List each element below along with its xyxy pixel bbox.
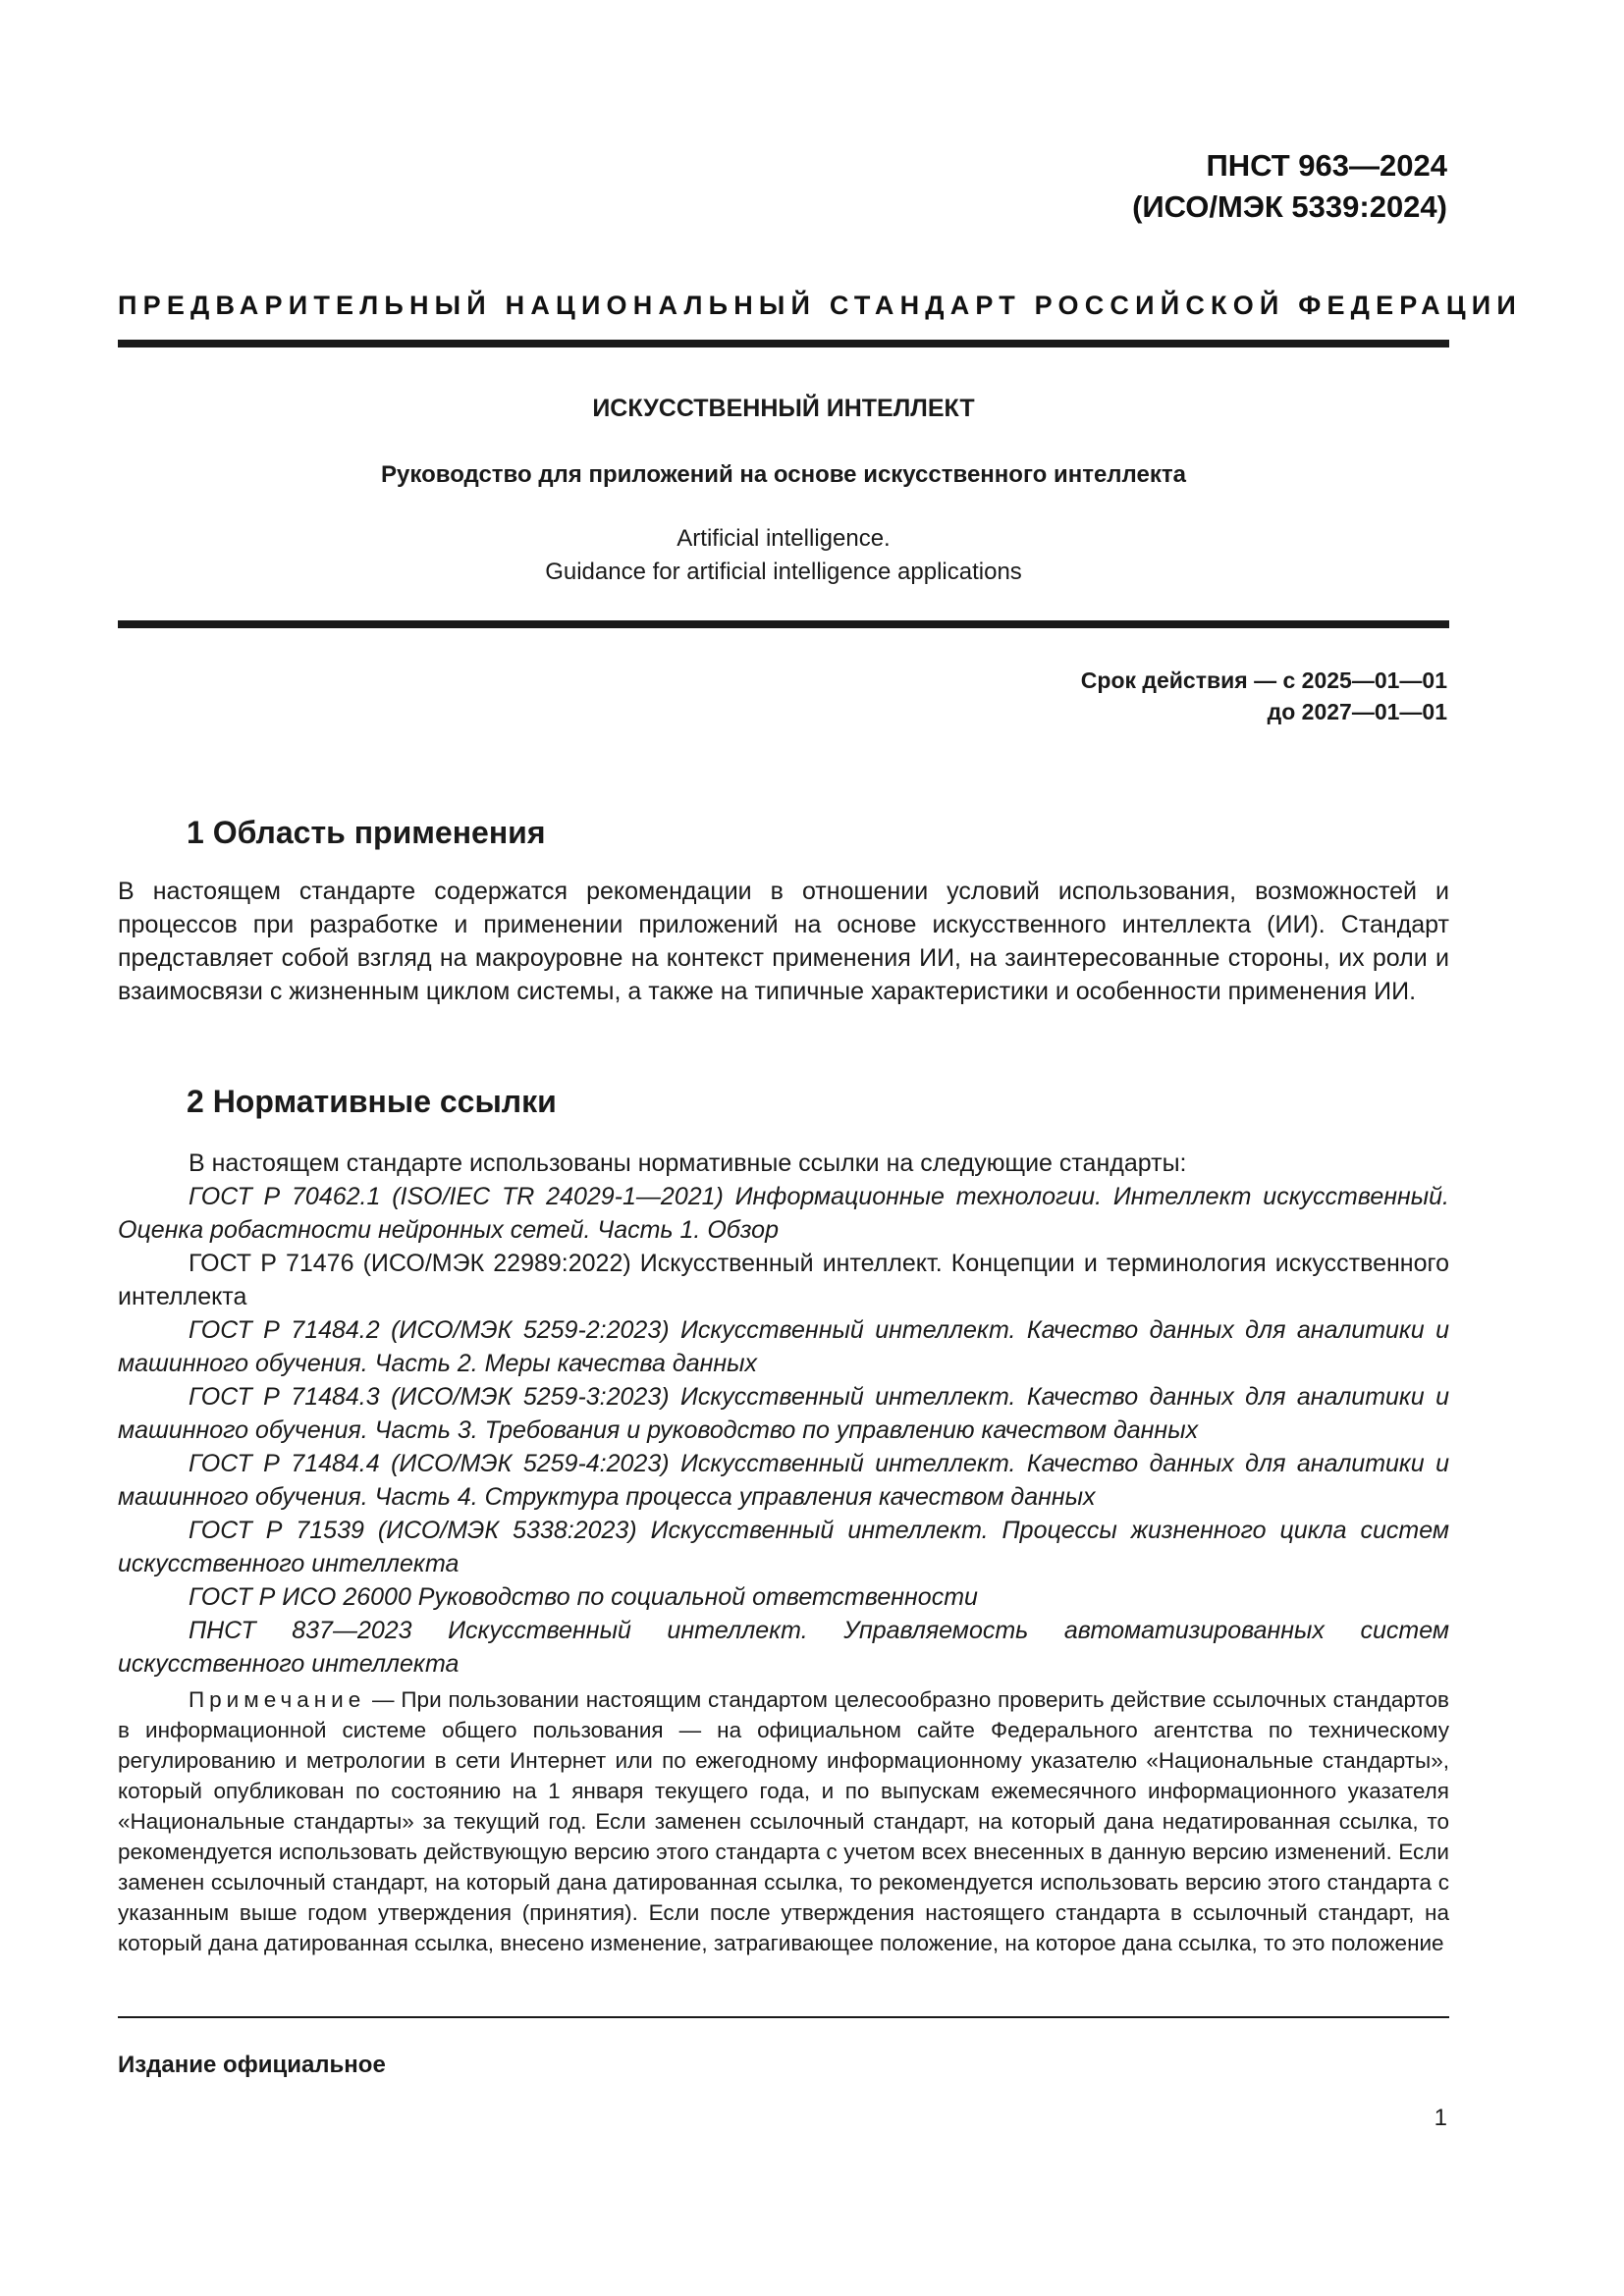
english-title-line-2: Guidance for artificial intelligence applications [545,559,1022,585]
official-edition-label: Издание официальное [118,2052,386,2078]
document-code-line-2: (ИСО/МЭК 5339:2024) [1132,189,1447,224]
document-code-line-1: ПНСТ 963—2024 [1206,148,1447,183]
validity-period [1081,665,1447,727]
section-2-heading: 2 Нормативные ссылки [187,1084,557,1119]
standard-title: ИСКУССТВЕННЫЙ ИНТЕЛЛЕКТ [592,395,975,422]
section-1-text: В настоящем стандарте содержатся рекомендации в отношении условий использования, возможностей и процессов при разработке и применении приложений на основе искусственного интеллекта (ИИ). Стандарт представляет собой взгляд на макроуровне на контекст применения ИИ, на заинтересованные стороны, их роли и взаимосвязи с жизненным циклом системы, а также на типичные характеристики и особенности применения ИИ. [118,878,1449,1005]
reference-item: ГОСТ Р 71476 (ИСО/МЭК 22989:2022) Искусственный интеллект. Концепции и терминология искусственного интеллекта [118,1250,1449,1310]
reference-item: ГОСТ Р ИСО 26000 Руководство по социальной ответственности [189,1583,978,1611]
document-code [1132,145,1447,228]
normative-references [118,1147,1449,1681]
validity-from: Срок действия — с 2025—01—01 [1080,667,1447,693]
standard-subtitle: Руководство для приложений на основе искусственного интеллекта [381,461,1186,488]
validity-to: до 2027—01—01 [1267,699,1447,724]
title-bottom-rule [118,620,1449,628]
footer-rule [118,2016,1449,2018]
reference-item: ПНСТ 837—2023 Искусственный интеллект. Управляемость автоматизированных систем искусственного интеллекта [118,1617,1449,1678]
references-note [118,1684,1449,1958]
note-label: Примечание [189,1687,366,1712]
reference-item: ГОСТ Р 71484.3 (ИСО/МЭК 5259-3:2023) Искусственный интеллект. Качество данных для аналитики и машинного обучения. Часть 3. Требования и руководство по управлению качеством данных [118,1383,1449,1444]
reference-item: ГОСТ Р 70462.1 (ISO/IEC TR 24029-1—2021) Информационные технологии. Интеллект искусственный. Оценка робастности нейронных сетей. Часть 1. Обзор [118,1183,1449,1244]
reference-item: ГОСТ Р 71484.4 (ИСО/МЭК 5259-4:2023) Искусственный интеллект. Качество данных для аналитики и машинного обучения. Часть 4. Структура процесса управления качеством данных [118,1450,1449,1511]
note-text: — При пользовании настоящим стандартом целесообразно проверить действие ссылочных стандартов в информационной системе общего пользования — на официальном сайте Федерального агентства по техническому регулированию и метрологии в сети Интернет или по ежегодному информационному указателю «Национальные стандарты», который опубликован по состоянию на 1 января текущего года, и по выпускам ежемесячного информационного указателя «Национальные стандарты» за текущий год. Если заменен ссылочный стандарт, на который дана недатированная ссылка, то рекомендуется использовать действующую версию этого стандарта с учетом всех внесенных в данную версию изменений. Если заменен ссылочный стандарт, на который дана датированная ссылка, то рекомендуется использовать версию этого стандарта с указанным выше годом утверждения (принятия). Если после утверждения настоящего стандарта в ссылочный стандарт, на который дана датированная ссылка, внесено изменение, затрагивающее положение, на которое дана ссылка, то это положение [118,1687,1449,1955]
references-intro: В настоящем стандарте использованы нормативные ссылки на следующие стандарты: [189,1149,1187,1177]
top-rule [118,340,1449,347]
english-title-line-1: Artificial intelligence. [677,525,891,552]
english-title [118,522,1449,589]
reference-item: ГОСТ Р 71484.2 (ИСО/МЭК 5259-2:2023) Искусственный интеллект. Качество данных для аналитики и машинного обучения. Часть 2. Меры качества данных [118,1316,1449,1377]
reference-item: ГОСТ Р 71539 (ИСО/МЭК 5338:2023) Искусственный интеллект. Процессы жизненного цикла систем искусственного интеллекта [118,1517,1449,1577]
section-1-heading: 1 Область применения [187,815,546,850]
standard-type-heading: ПРЕДВАРИТЕЛЬНЫЙ НАЦИОНАЛЬНЫЙ СТАНДАРТ РОССИЙСКОЙ ФЕДЕРАЦИИ [118,291,1522,320]
page-number: 1 [1434,2105,1447,2131]
